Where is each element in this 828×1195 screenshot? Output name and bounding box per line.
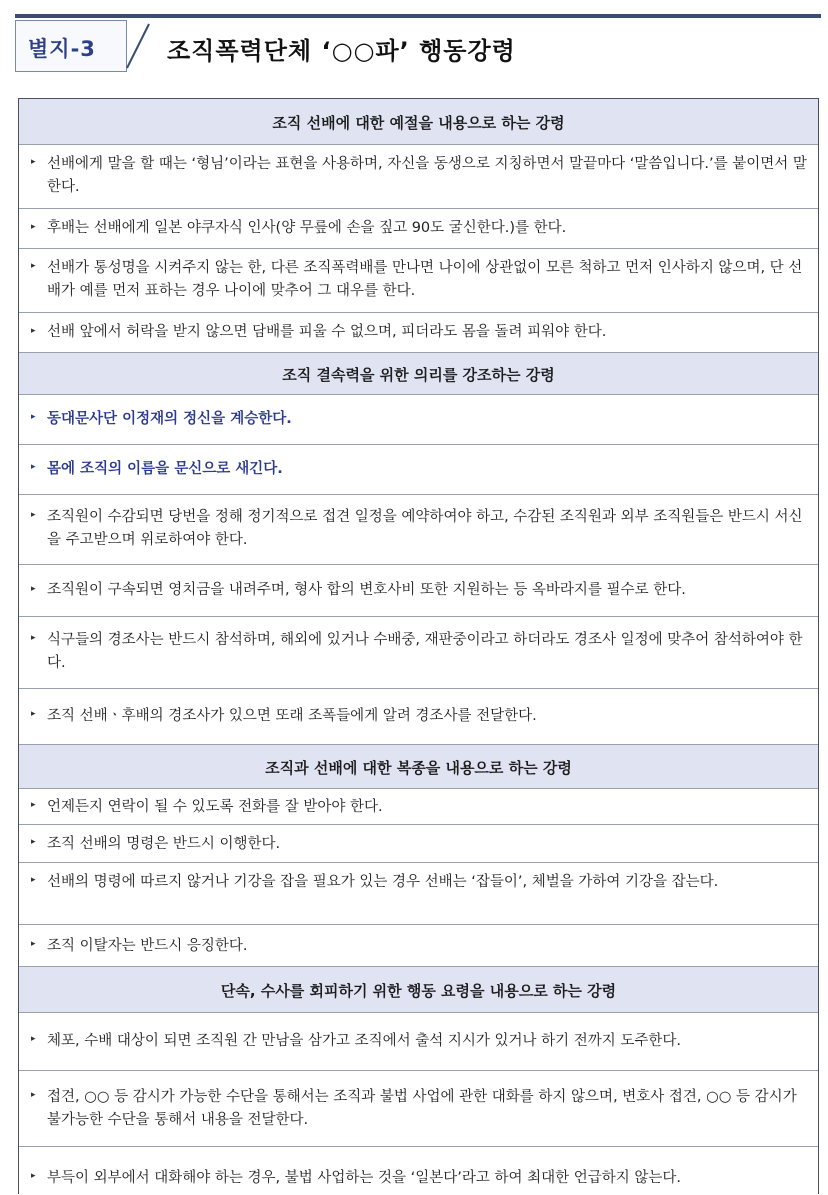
section-heading xyxy=(19,99,818,145)
code-of-conduct-table xyxy=(18,98,819,1194)
section-heading-text: 단속, 수사를 회피하기 위한 행동 요령을 내용으로 하는 강령 xyxy=(220,982,617,1000)
appendix-tag-box xyxy=(15,20,127,72)
list-item-text: 동대문사단 이정재의 정신을 계승한다. xyxy=(47,411,292,427)
bullet-icon: ▸ xyxy=(31,633,36,643)
bullet-icon: ▸ xyxy=(31,462,36,472)
list-item xyxy=(19,863,818,925)
bullet-icon: ▸ xyxy=(31,412,36,422)
list-item xyxy=(19,565,818,617)
bullet-icon: ▸ xyxy=(31,1171,36,1181)
list-item-text: 식구들의 경조사는 반드시 참석하며, 해외에 있거나 수배중, 재판중이라고 하더라도 경조사 일정에 맞추어 참석하여야 한다. xyxy=(47,632,803,671)
bullet-icon: ▸ xyxy=(31,837,36,847)
list-item xyxy=(19,1071,818,1147)
bullet-icon: ▸ xyxy=(31,709,36,719)
list-item xyxy=(19,1013,818,1071)
bullet-icon: ▸ xyxy=(31,326,36,336)
section-heading-text: 조직 결속력을 위한 의리를 강조하는 강령 xyxy=(282,366,555,384)
list-item xyxy=(19,789,818,825)
bullet-icon: ▸ xyxy=(31,875,36,885)
list-item-text: 조직원이 구속되면 영치금을 내려주며, 형사 합의 변호사비 또한 지원하는 등 옥바라지를 필수로 한다. xyxy=(47,582,686,598)
list-item-text: 선배 앞에서 허락을 받지 않으면 담배를 피울 수 없으며, 피더라도 몸을 돌려 피워야 한다. xyxy=(47,324,607,340)
list-item-text: 접견, ○○ 등 감시가 가능한 수단을 통해서는 조직과 불법 사업에 관한 대화를 하지 않으며, 변호사 접견, ○○ 등 감시가 불가능한 수단을 통해서 내용을 전달한다. xyxy=(47,1089,797,1128)
list-item xyxy=(19,145,818,209)
bullet-icon: ▸ xyxy=(31,1090,36,1100)
appendix-tag: 별지-3 xyxy=(28,37,96,61)
list-item xyxy=(19,617,818,689)
header-top-rule xyxy=(15,14,821,18)
section-heading xyxy=(19,745,818,789)
document-header xyxy=(15,20,821,72)
list-item xyxy=(19,825,818,863)
page-title: 조직폭력단체 ‘○○파’ 행동강령 xyxy=(167,37,516,65)
list-item xyxy=(19,395,818,445)
section-heading xyxy=(19,353,818,395)
bullet-icon: ▸ xyxy=(31,1034,36,1044)
bullet-icon: ▸ xyxy=(31,584,36,594)
list-item-text: 조직원이 수감되면 당번을 정해 정기적으로 접견 일정을 예약하여야 하고, 수감된 조직원과 외부 조직원들은 반드시 서신을 주고받으며 위로하여야 한다. xyxy=(47,509,803,548)
list-item-text: 후배는 선배에게 일본 야쿠자식 인사(양 무릎에 손을 짚고 90도 굴신한다.)를 한다. xyxy=(47,220,567,236)
bullet-icon: ▸ xyxy=(31,510,36,520)
list-item-text: 조직 선배의 명령은 반드시 이행한다. xyxy=(47,836,281,852)
list-item xyxy=(19,313,818,353)
list-item xyxy=(19,209,818,249)
list-item-text: 선배에게 말을 할 때는 ‘형님’이라는 표현을 사용하며, 자신을 동생으로 지칭하면서 말끝마다 ‘말씀입니다.’를 붙이면서 말한다. xyxy=(47,156,807,195)
list-item xyxy=(19,925,818,967)
bullet-icon: ▸ xyxy=(31,157,36,167)
list-item-text: 선배의 명령에 따르지 않거나 기강을 잡을 필요가 있는 경우 선배는 ‘잡들이’, 체벌을 가하여 기강을 잡는다. xyxy=(47,874,719,890)
list-item-text: 부득이 외부에서 대화해야 하는 경우, 불법 사업하는 것을 ‘일본다’라고 하여 최대한 언급하지 않는다. xyxy=(47,1170,682,1186)
bullet-icon: ▸ xyxy=(31,800,36,810)
list-item xyxy=(19,495,818,565)
list-item xyxy=(19,445,818,495)
list-item-text: 선배가 통성명을 시켜주지 않는 한, 다른 조직폭력배를 만나면 나이에 상관없이 모른 척하고 먼저 인사하지 않으며, 단 선배가 예를 먼저 표하는 경우 나이에 맞추어 그 대우를 한다. xyxy=(47,260,803,299)
list-item xyxy=(19,689,818,745)
bullet-icon: ▸ xyxy=(31,939,36,949)
list-item-text: 조직 선배ㆍ후배의 경조사가 있으면 또래 조폭들에게 알려 경조사를 전달한다. xyxy=(47,708,537,724)
list-item-text: 언제든지 연락이 될 수 있도록 전화를 잘 받아야 한다. xyxy=(47,799,383,815)
list-item-text: 몸에 조직의 이름을 문신으로 새긴다. xyxy=(47,461,283,477)
section-heading-text: 조직과 선배에 대한 복종을 내용으로 하는 강령 xyxy=(265,759,572,777)
slash-divider xyxy=(119,20,159,72)
list-item xyxy=(19,1147,818,1195)
list-item xyxy=(19,249,818,313)
bullet-icon: ▸ xyxy=(31,222,36,232)
bullet-icon: ▸ xyxy=(31,261,36,271)
section-heading-text: 조직 선배에 대한 예절을 내용으로 하는 강령 xyxy=(272,114,565,132)
list-item-text: 조직 이탈자는 반드시 응징한다. xyxy=(47,938,248,954)
section-heading xyxy=(19,967,818,1013)
list-item-text: 체포, 수배 대상이 되면 조직원 간 만남을 삼가고 조직에서 출석 지시가 있거나 하기 전까지 도주한다. xyxy=(47,1033,682,1049)
